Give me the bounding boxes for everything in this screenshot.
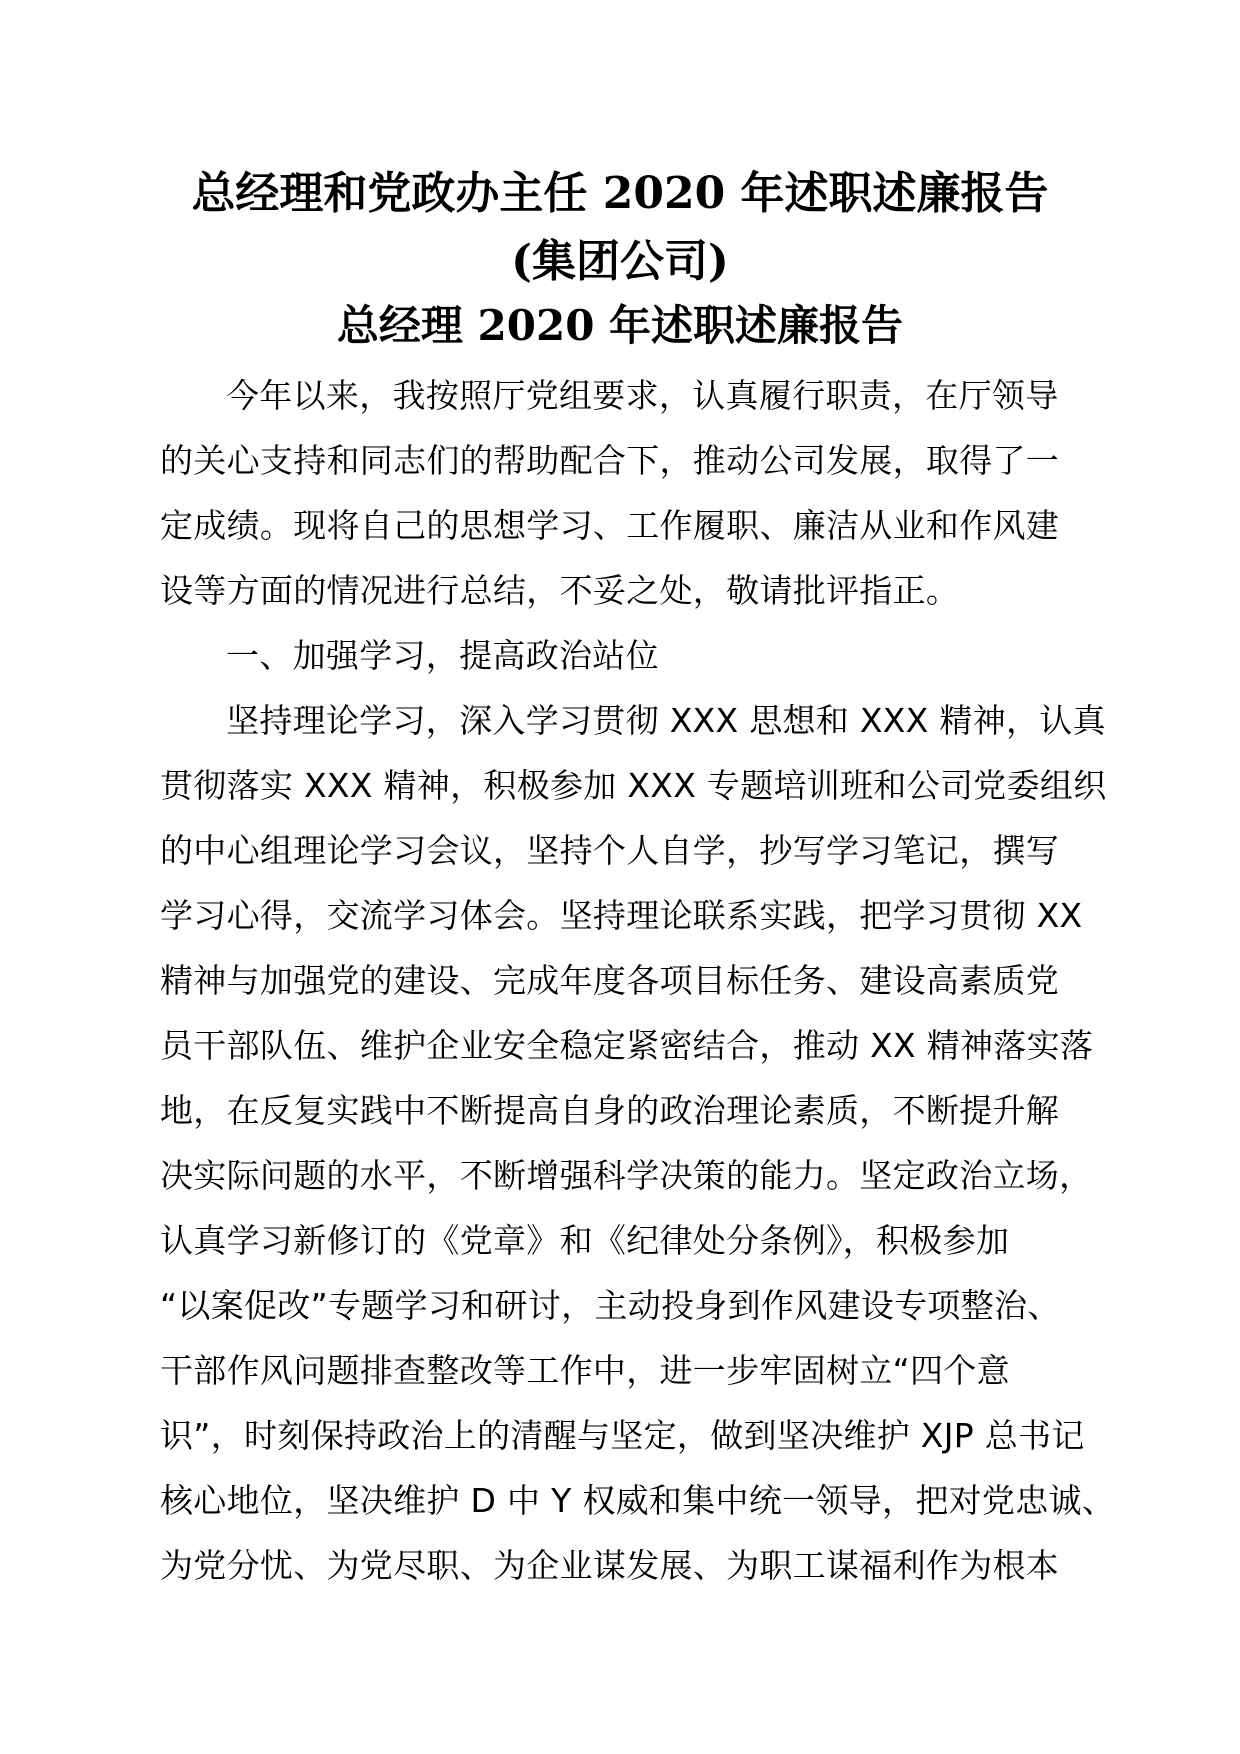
paragraph-line: 认真学习新修订的《党章》和《纪律处分条例》，积极参加: [160, 1221, 1010, 1260]
paragraph-line: 今年以来，我按照厅党组要求，认真履行职责，在厅领导: [226, 376, 1059, 415]
paragraph-line: 精神与加强党的建设、完成年度各项目标任务、建设高素质党: [160, 961, 1060, 1000]
document-body: [160, 363, 1116, 1598]
section-heading: 一、加强学习，提高政治站位: [226, 636, 659, 675]
paragraph-line: 坚持理论学习，深入学习贯彻 XXX 思想和 XXX 精神，认真: [226, 701, 1106, 740]
paragraph-line: 的关心支持和同志们的帮助配合下，推动公司发展，取得了一: [160, 441, 1060, 480]
document-title: 总经理和党政办主任 2020 年述职述廉报告: [191, 168, 1049, 219]
document-title-subline: (集团公司): [511, 236, 729, 287]
paragraph-line: 决实际问题的水平，不断增强科学决策的能力。坚定政治立场，: [160, 1156, 1093, 1195]
paragraph-line: 干部作风问题排查整改等工作中，进一步牢固树立“四个意: [160, 1351, 1010, 1390]
paragraph-line: 定成绩。现将自己的思想学习、工作履职、廉洁从业和作风建: [160, 506, 1060, 545]
paragraph-line: 的中心组理论学习会议，坚持个人自学，抄写学习笔记，撰写: [160, 831, 1060, 870]
paragraph-line: 为党分忧、为党尽职、为企业谋发展、为职工谋福利作为根本: [160, 1546, 1060, 1585]
paragraph-line: 员干部队伍、维护企业安全稳定紧密结合，推动 XX 精神落实落: [160, 1026, 1094, 1065]
paragraph-line: 设等方面的情况进行总结，不妥之处，敬请批评指正。: [160, 571, 960, 610]
paragraph-line: 学习心得，交流学习体会。坚持理论联系实践，把学习贯彻 XX: [160, 896, 1083, 935]
paragraph-line: 地，在反复实践中不断提高自身的政治理论素质，不断提升解: [160, 1091, 1060, 1130]
paragraph-line: “以案促改”专题学习和研讨，主动投身到作风建设专项整治、: [160, 1286, 1061, 1325]
paragraph-line: 贯彻落实 XXX 精神，积极参加 XXX 专题培训班和公司党委组织: [160, 766, 1107, 805]
document-subtitle: 总经理 2020 年述职述廉报告: [336, 301, 904, 350]
paragraph-line: 核心地位，坚决维护 D 中 Y 权威和集中统一领导，把对党忠诚、: [160, 1481, 1116, 1520]
paragraph-line: 识”，时刻保持政治上的清醒与坚定，做到坚决维护 XJP 总书记: [160, 1416, 1085, 1455]
